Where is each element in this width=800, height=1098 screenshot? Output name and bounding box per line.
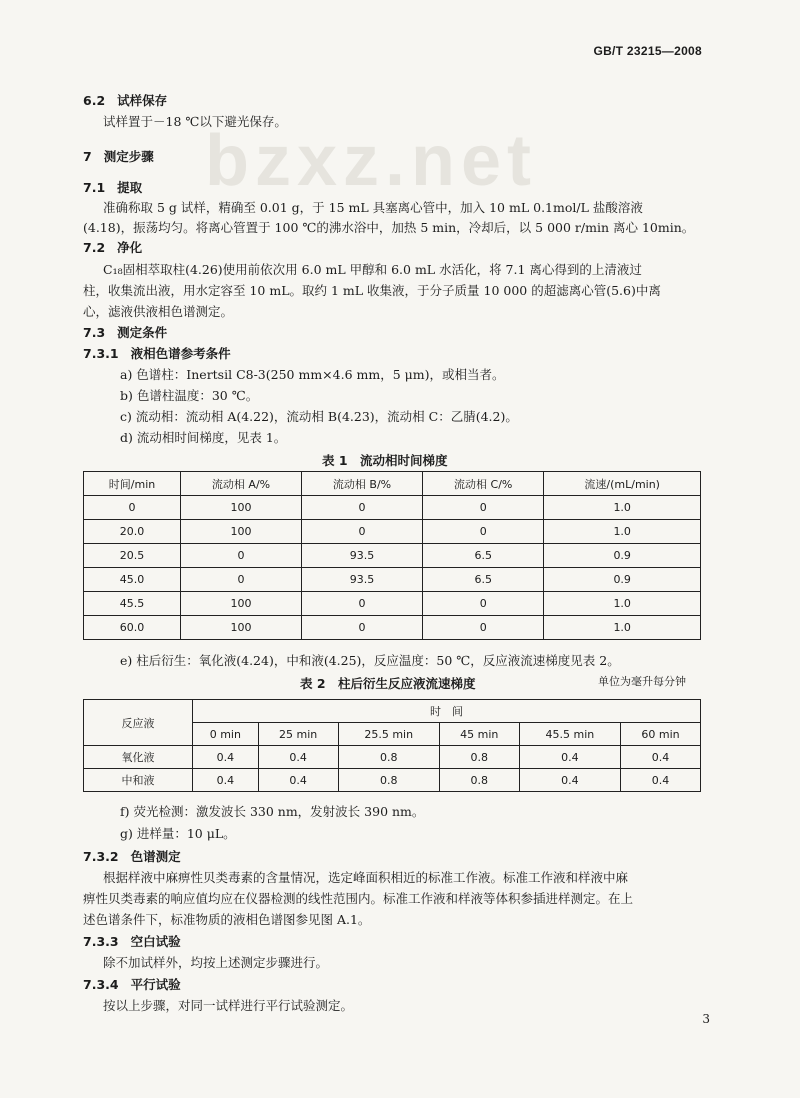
heading-title: 测定条件 xyxy=(117,325,168,340)
table-cell: 0.8 xyxy=(338,769,439,792)
table-cell: 0.4 xyxy=(519,769,620,792)
table-cell: 0 xyxy=(84,496,181,520)
paragraph-7-3-4: 按以上步骤，对同一试样进行平行试验测定。 xyxy=(103,998,354,1013)
col-header-time: 25.5 min xyxy=(338,723,439,746)
heading-7-3 xyxy=(83,324,167,342)
heading-6-2 xyxy=(83,92,167,110)
heading-number: 7.1 xyxy=(83,180,106,195)
table-cell: 0.9 xyxy=(544,568,701,592)
heading-number: 7.3.2 xyxy=(83,849,119,864)
table-cell: 0 xyxy=(181,544,302,568)
table-cell: 0 xyxy=(302,520,423,544)
list-item-f: f) 荧光检测：激发波长 330 nm，发射波长 390 nm。 xyxy=(120,804,425,819)
heading-number: 7.3.4 xyxy=(83,977,119,992)
group-header-time: 时 间 xyxy=(193,700,701,723)
table-cell: 6.5 xyxy=(423,544,544,568)
col-header-time: 45 min xyxy=(439,723,519,746)
paragraph-7-3-2-line3: 述色谱条件下，标准物质的液相色谱图参见图 A.1。 xyxy=(83,912,371,927)
heading-title: 试样保存 xyxy=(117,93,168,108)
paragraph-7-2-line2: 柱，收集流出液，用水定容至 10 mL。取约 1 mL 收集液，于分子质量 10 000 的超滤离心管(5.6)中离 xyxy=(83,283,661,298)
table-cell: 1.0 xyxy=(544,520,701,544)
table2-caption: 表 2 柱后衍生反应液流速梯度 xyxy=(300,676,476,691)
list-item-d: d) 流动相时间梯度，见表 1。 xyxy=(120,430,287,445)
heading-number: 6.2 xyxy=(83,93,106,108)
table-cell: 0.4 xyxy=(621,769,701,792)
col-header-time: 时间/min xyxy=(84,472,181,496)
table-cell: 60.0 xyxy=(84,616,181,640)
table1-caption: 表 1 流动相时间梯度 xyxy=(322,453,448,468)
paragraph-7-1-line1: 准确称取 5 g 试样，精确至 0.01 g，于 15 mL 具塞离心管中，加入 10 mL 0.1mol/L 盐酸溶液 xyxy=(103,200,643,215)
heading-7-1 xyxy=(83,179,142,197)
table-row xyxy=(84,592,701,616)
heading-7 xyxy=(83,148,154,166)
table-cell: 0.9 xyxy=(544,544,701,568)
table-mobile-phase-gradient xyxy=(83,471,701,640)
table-cell: 0.4 xyxy=(258,746,338,769)
table-cell: 0.4 xyxy=(193,746,259,769)
table-cell: 100 xyxy=(181,496,302,520)
watermark: bzxz.net xyxy=(205,121,538,201)
col-header-flow-rate: 流速/(mL/min) xyxy=(544,472,701,496)
table-row xyxy=(84,769,701,792)
table-header-row xyxy=(84,472,701,496)
heading-title: 净化 xyxy=(117,240,143,255)
table-cell: 6.5 xyxy=(423,568,544,592)
col-header-time: 45.5 min xyxy=(519,723,620,746)
table-header-row xyxy=(84,700,701,723)
table-reaction-flow-gradient xyxy=(83,699,701,792)
paragraph-7-3-2-line2: 痹性贝类毒素的响应值均应在仪器检测的线性范围内。标准工作液和样液等体积参插进样测定。在上 xyxy=(83,891,634,906)
table-cell: 0 xyxy=(302,496,423,520)
table-cell: 1.0 xyxy=(544,592,701,616)
col-header-time: 25 min xyxy=(258,723,338,746)
col-header-phase-c: 流动相 C/% xyxy=(423,472,544,496)
list-item-a: a) 色谱柱：Inertsil C8-3(250 mm×4.6 mm，5 μm)，或相当者。 xyxy=(120,367,505,382)
table-cell: 0.4 xyxy=(519,746,620,769)
table-cell: 1.0 xyxy=(544,616,701,640)
table-cell: 0.4 xyxy=(258,769,338,792)
standard-code: GB/T 23215—2008 xyxy=(593,44,702,58)
table-cell: 0.8 xyxy=(439,769,519,792)
heading-number: 7.3.1 xyxy=(83,346,119,361)
paragraph-7-2-line3: 心，滤液供液相色谱测定。 xyxy=(83,304,234,319)
table-row xyxy=(84,544,701,568)
table-cell: 1.0 xyxy=(544,496,701,520)
table-cell: 0 xyxy=(423,616,544,640)
table-row xyxy=(84,616,701,640)
heading-7-3-2 xyxy=(83,848,181,866)
table-cell: 0 xyxy=(302,592,423,616)
table-cell: 0 xyxy=(423,520,544,544)
heading-7-2 xyxy=(83,239,142,257)
table-cell: 0 xyxy=(423,496,544,520)
table-row xyxy=(84,568,701,592)
heading-number: 7.3.3 xyxy=(83,934,119,949)
table-cell: 100 xyxy=(181,616,302,640)
row-header-reagent: 反应液 xyxy=(84,700,193,746)
paragraph-7-1-line2: (4.18)，振荡均匀。将离心管置于 100 ℃的沸水浴中，加热 5 min，冷却后，以 5 000 r/min 离心 10min。 xyxy=(83,220,695,235)
table-cell: 0 xyxy=(181,568,302,592)
table-cell: 93.5 xyxy=(302,544,423,568)
heading-number: 7.3 xyxy=(83,325,106,340)
table-row xyxy=(84,746,701,769)
table-cell: 0.4 xyxy=(193,769,259,792)
heading-number: 7 xyxy=(83,149,92,164)
table-cell: 0.8 xyxy=(439,746,519,769)
list-item-b: b) 色谱柱温度：30 ℃。 xyxy=(120,388,259,403)
table-cell: 0 xyxy=(423,592,544,616)
table-cell: 45.5 xyxy=(84,592,181,616)
table-cell: 93.5 xyxy=(302,568,423,592)
col-header-time: 0 min xyxy=(193,723,259,746)
list-item-e: e) 柱后衍生：氧化液(4.24)，中和液(4.25)，反应温度：50 ℃，反应液流速梯度见表 2。 xyxy=(120,653,620,668)
heading-7-3-4 xyxy=(83,976,181,994)
table-cell: 0 xyxy=(302,616,423,640)
heading-title: 色谱测定 xyxy=(130,849,181,864)
table-cell: 45.0 xyxy=(84,568,181,592)
heading-title: 平行试验 xyxy=(130,977,181,992)
paragraph-7-3-2-line1: 根据样液中麻痹性贝类毒素的含量情况，选定峰面积相近的标准工作液。标准工作液和样液中麻 xyxy=(103,870,629,885)
heading-title: 空白试验 xyxy=(130,934,181,949)
paragraph-7-2-line1: C₁₈固相萃取柱(4.26)使用前依次用 6.0 mL 甲醇和 6.0 mL 水活化，将 7.1 离心得到的上清液过 xyxy=(103,262,642,277)
table-cell: 100 xyxy=(181,520,302,544)
row-label: 氧化液 xyxy=(84,746,193,769)
table-cell: 20.5 xyxy=(84,544,181,568)
table-cell: 100 xyxy=(181,592,302,616)
table-row xyxy=(84,520,701,544)
col-header-phase-b: 流动相 B/% xyxy=(302,472,423,496)
heading-7-3-3 xyxy=(83,933,181,951)
table-cell: 20.0 xyxy=(84,520,181,544)
heading-number: 7.2 xyxy=(83,240,106,255)
paragraph-7-3-3: 除不加试样外，均按上述测定步骤进行。 xyxy=(103,955,329,970)
col-header-time: 60 min xyxy=(621,723,701,746)
heading-title: 提取 xyxy=(117,180,143,195)
table-cell: 0.8 xyxy=(338,746,439,769)
list-item-g: g) 进样量：10 μL。 xyxy=(120,826,236,841)
col-header-phase-a: 流动相 A/% xyxy=(181,472,302,496)
table-cell: 0.4 xyxy=(621,746,701,769)
table-row xyxy=(84,496,701,520)
paragraph-6-2: 试样置于－18 ℃以下避光保存。 xyxy=(103,114,287,129)
list-item-c: c) 流动相：流动相 A(4.22)，流动相 B(4.23)，流动相 C：乙腈(4.2)。 xyxy=(120,409,518,424)
page-number: 3 xyxy=(702,1012,710,1026)
heading-title: 液相色谱参考条件 xyxy=(130,346,231,361)
row-label: 中和液 xyxy=(84,769,193,792)
table2-unit: 单位为毫升每分钟 xyxy=(598,675,686,688)
heading-title: 测定步骤 xyxy=(103,149,154,164)
heading-7-3-1 xyxy=(83,345,231,363)
